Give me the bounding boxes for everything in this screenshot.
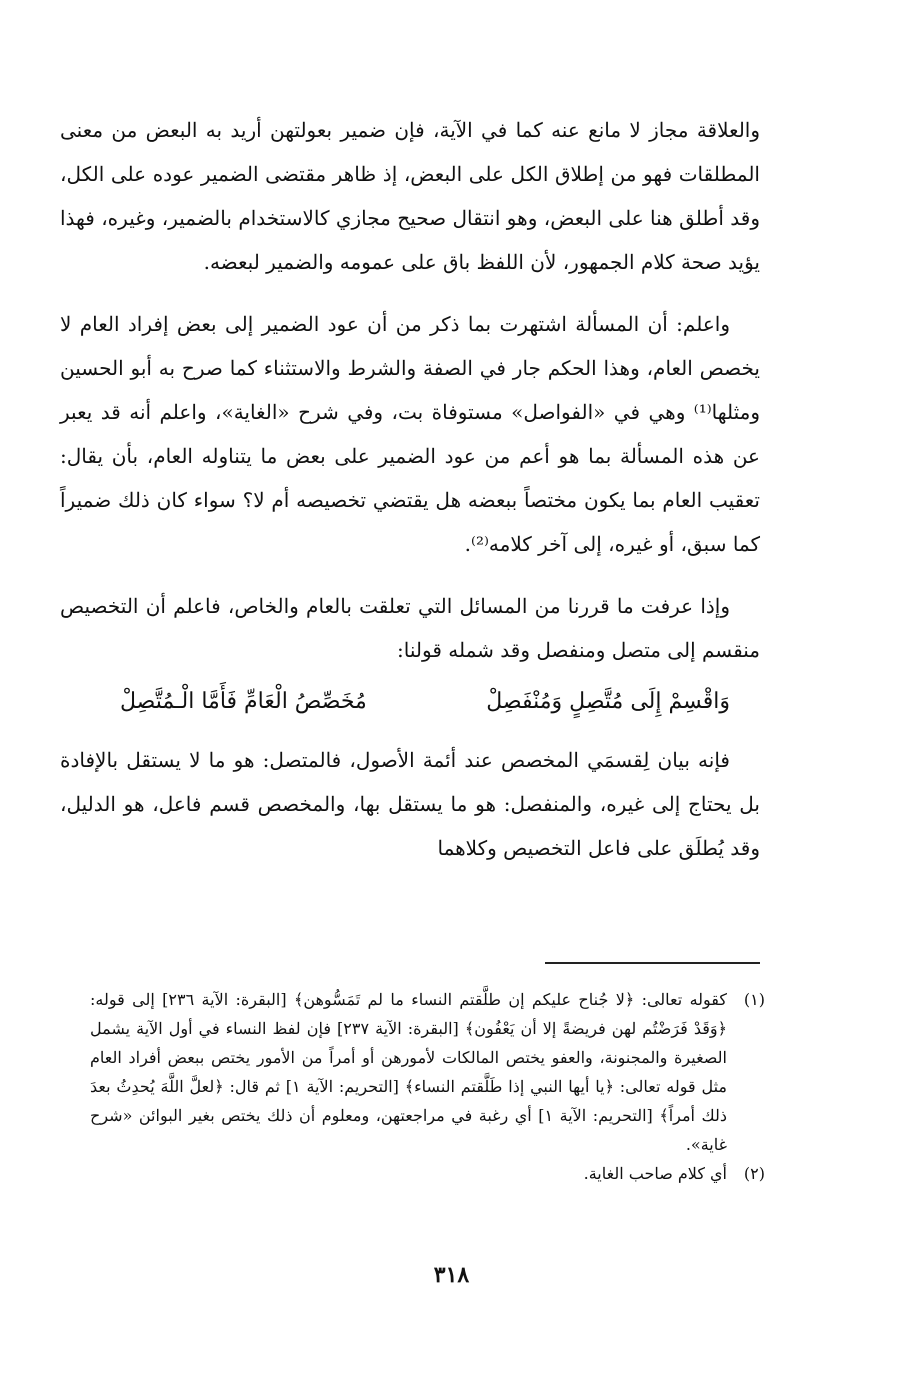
footnote-number: (٢) [743,1164,765,1183]
body-paragraph-4: فإنه بيان لِقسمَي المخصص عند أئمة الأصول، فالمتصل: هو ما لا يستقل بالإفادة بل يحتاج إلى غيره، والمنفصل: هو ما يستقل بها، والمخصص قسم فاعل، هو الدليل، وقد يُطلَق على فاعل التخصيص وكلاهما [60,748,760,860]
footnote-divider [545,962,760,964]
body-paragraph-1: والعلاقة مجاز لا مانع عنه كما في الآية، فإن ضمير بعولتهن أريد به البعض من معنى المطلقات فهو من إطلاق الكل على البعض، إذ ظاهر مقتضى الضمير عوده على الكل، وقد أطلق هنا على البعض، وهو انتقال صحيح مجازي كالاستخدام بالضمير، وغيره، فهذا يؤيد صحة كلام الجمهور، لأن اللفظ باق على عمومه والضمير لبعضه. [60,118,760,274]
poem-verse [120,678,730,726]
page-number: ٣١٨ [433,1262,470,1288]
footnote-number: (١) [743,990,766,1009]
footnote-2 [90,1159,765,1188]
body-paragraph-3: وإذا عرفت ما قررنا من المسائل التي تعلقت بالعام والخاص، فاعلم أن التخصيص منقسم إلى متصل ومنفصل وقد شمله قولنا: [60,594,760,662]
main-text [60,108,760,870]
footnote-text: أي كلام صاحب الغاية. [583,1164,727,1183]
verse-second-hemistich: مُخَصِّصُ الْعَامِّ فَأَمَّا الْـمُتَّصِلْ [120,689,367,714]
verse-first-hemistich: وَاقْسِمْ إِلَى مُتَّصِلٍ وَمُنْفَصِلْ [486,689,730,714]
body-paragraph-2: واعلم: أن المسألة اشتهرت بما ذكر من أن عود الضمير إلى بعض إفراد العام لا يخصص العام، وهذا الحكم جار في الصفة والشرط والاستثناء كما صرح به أبو الحسين ومثلها⁽¹⁾ وهي في «الفواصل» مستوفاة بت، وفي شرح «الغاية»، واعلم أنه قد يعبر عن هذه المسألة بما هو أعم من عود الضمير على بعض ما يتناوله العام، بأن يقال: تعقيب العام بما يكون مختصاً ببعضه هل يقتضي تخصيصه أم لا؟ سواء كان ذلك ضميراً كما سبق، أو غيره، إلى آخر كلامه⁽²⁾. [60,312,760,556]
footnotes [90,985,765,1188]
footnote-text: كقوله تعالى: ﴿لا جُناح عليكم إن طلَّقتم النساء ما لم تَمَسُّوهن﴾ [البقرة: الآية ٢٣٦] إلى قوله: ﴿وَقَدْ فَرَضْتُم لهن فريضةً إلا أن يَعْفُون﴾ [البقرة: الآية ٢٣٧] فإن لفظ النساء في أول الآية يشمل الصغيرة والمجنونة، والعفو يختص المالكات لأمورهن أو أمراً من الأمور يختص ببعض أفراد العام مثل قوله تعالى: ﴿يا أيها النبي إذا طَلَّقتم النساء﴾ [التحريم: الآية ١] ثم قال: ﴿لعلَّ اللَّهَ يُحدِثُ بعدَ ذلك أمراً﴾ [التحريم: الآية ١] أي رغبة في مراجعتهن، ومعلوم أن ذلك يختص بغير البوائن «شرح غاية». [90,990,728,1154]
footnote-1 [90,985,765,1159]
